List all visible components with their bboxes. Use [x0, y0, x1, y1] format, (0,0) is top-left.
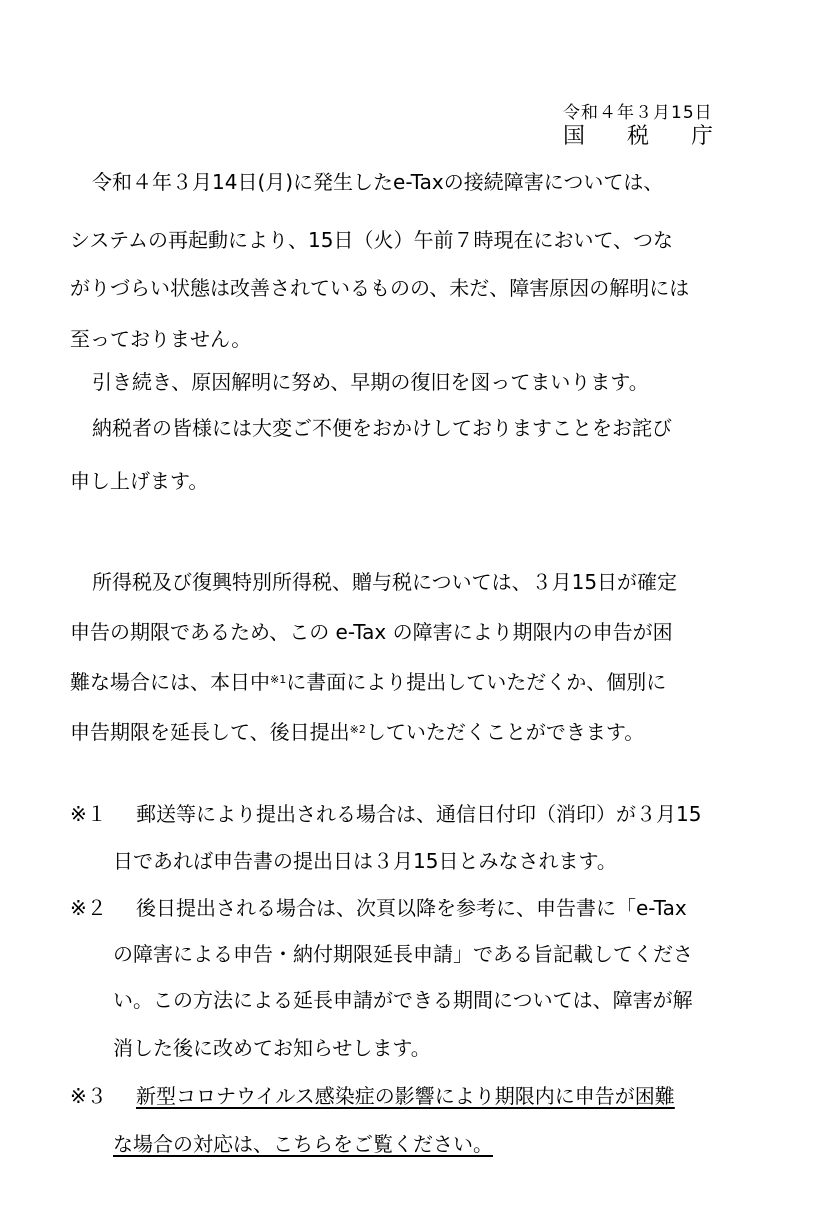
note-link-continuation [113, 1126, 493, 1162]
deadline-paragraph-line [70, 664, 760, 700]
outage-paragraph-line: 至っておりません。 [70, 327, 252, 351]
note-mark: ※２ [70, 896, 107, 920]
note-text: 郵送等により提出される場合は、通信日付印（消印）が３月15 [136, 802, 702, 826]
note-mark: ※３ [70, 1084, 107, 1108]
deadline-text: に書面により提出していただくか、個別に [286, 670, 667, 694]
note-3 [70, 1078, 760, 1114]
covid-guidance-link[interactable]: 新型コロナウイルス感染症の影響により期限内に申告が困難 [136, 1084, 675, 1108]
agency-char: 税 [626, 124, 649, 149]
note-text: の障害による申告・納付期限延長申請」である旨記載してくださ [113, 942, 693, 966]
apology-paragraph-line: 納税者の皆様には大変ご不便をおかけしておりますことをお詫び [92, 416, 672, 440]
outage-paragraph-line: がりづらい状態は改善されているものの、未だ、障害原因の解明には [70, 276, 690, 300]
deadline-paragraph-line: 所得税及び復興特別所得税、贈与税については、３月15日が確定 [92, 570, 678, 594]
agency-char: 国 [563, 124, 586, 149]
note-text: 日であれば申告書の提出日は３月15日とみなされます。 [113, 849, 617, 873]
outage-paragraph-line: 令和４年３月14日(月)に発生したe-Taxの接続障害については、 [92, 170, 664, 194]
note-mark: ※１ [70, 802, 107, 826]
document-header [0, 102, 832, 154]
note-text: い。この方法による延長申請ができる期間については、障害が解 [113, 988, 693, 1012]
note-2 [70, 890, 760, 926]
issue-date: 令和４年３月15日 [563, 103, 713, 123]
deadline-text: 申告期限を延長して、後日提出 [70, 720, 350, 744]
deadline-text: していただくことができます。 [365, 720, 645, 744]
deadline-paragraph-line [70, 714, 760, 750]
apology-paragraph-line: 申し上げます。 [70, 469, 209, 493]
footnote-ref-1: ※1 [270, 673, 287, 686]
issuing-agency [563, 123, 713, 151]
covid-guidance-link[interactable]: な場合の対応は、こちらをご覧ください。 [113, 1132, 493, 1156]
footnote-ref-2: ※2 [349, 723, 366, 736]
note-text: 消した後に改めてお知らせします。 [113, 1036, 431, 1060]
agency-char: 庁 [690, 124, 713, 149]
deadline-text: 難な場合には、本日中 [70, 670, 270, 694]
note-1 [70, 796, 760, 832]
recovery-paragraph: 引き続き、原因解明に努め、早期の復旧を図ってまいります。 [92, 370, 649, 394]
note-text: 後日提出される場合は、次頁以降を参考に、申告書に「e-Tax [136, 896, 687, 920]
deadline-paragraph-line: 申告の期限であるため、この e-Tax の障害により期限内の申告が困 [70, 620, 673, 644]
outage-paragraph-line: システムの再起動により、15日（火）午前７時現在において、つな [70, 228, 674, 252]
